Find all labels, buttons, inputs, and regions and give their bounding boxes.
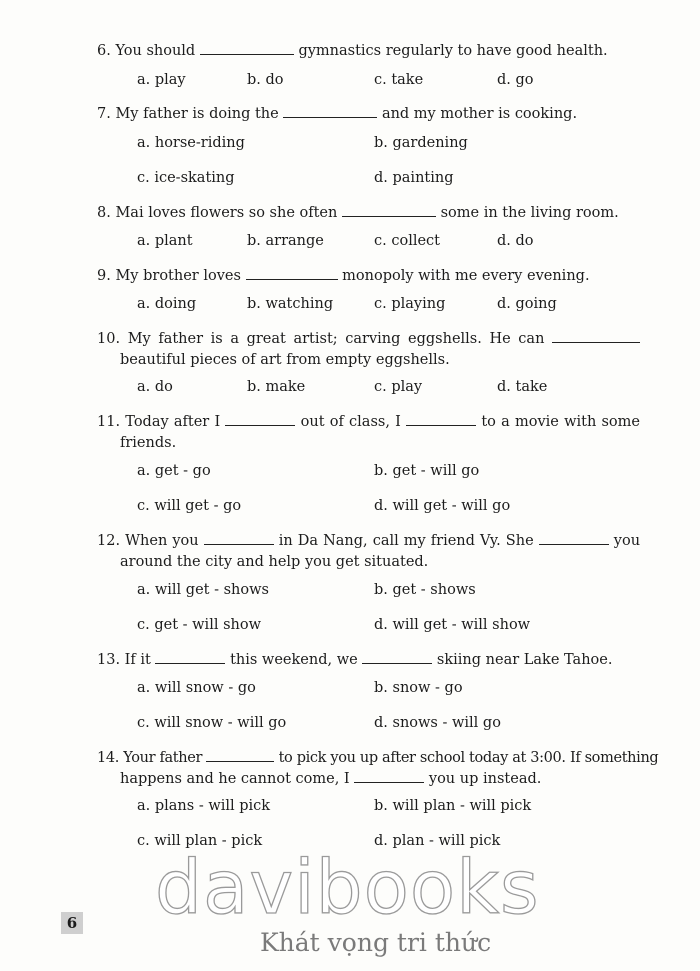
option-c[interactable]: c. take	[374, 72, 424, 88]
option-d[interactable]: d. go	[497, 72, 534, 88]
option-b[interactable]: b. get - shows	[374, 582, 476, 598]
option-d[interactable]: d. snows - will go	[374, 715, 501, 731]
option-b[interactable]: b. snow - go	[374, 680, 463, 696]
option-a[interactable]: a. play	[137, 72, 186, 88]
answer-blank-2[interactable]	[539, 532, 609, 545]
option-c[interactable]: c. will snow - will go	[137, 715, 287, 731]
option-a[interactable]: a. will snow - go	[137, 680, 256, 696]
question-11-cont: friends.	[120, 435, 177, 451]
option-d[interactable]: d. will get - will show	[374, 617, 531, 633]
answer-blank-2[interactable]	[406, 413, 476, 426]
option-b[interactable]: b. arrange	[247, 233, 324, 249]
option-d[interactable]: d. plan - will pick	[374, 833, 501, 849]
question-12-cont: around the city and help you get situated.	[120, 554, 429, 570]
question-11: 11. Today after I out of class, I to a movie with some	[97, 414, 640, 430]
answer-blank[interactable]	[200, 42, 294, 55]
option-d[interactable]: d. take	[497, 379, 548, 395]
answer-blank-1[interactable]	[155, 651, 225, 664]
option-a[interactable]: a. plans - will pick	[137, 798, 271, 814]
option-d[interactable]: d. painting	[374, 170, 454, 186]
question-14-cont: happens and he cannot come, I you up instead.	[120, 771, 542, 787]
option-c[interactable]: c. play	[374, 379, 423, 395]
answer-blank[interactable]	[246, 267, 338, 280]
question-9: 9. My brother loves monopoly with me every evening.	[97, 268, 590, 284]
option-c[interactable]: c. collect	[374, 233, 440, 249]
option-b[interactable]: b. do	[247, 72, 284, 88]
question-6: 6. You should gymnastics regularly to have good health.	[97, 43, 608, 59]
option-a[interactable]: a. horse-riding	[137, 135, 245, 151]
page-number: 6	[61, 912, 83, 934]
watermark-logo: davibooks	[155, 845, 540, 931]
option-d[interactable]: d. going	[497, 296, 557, 312]
question-10: 10. My father is a great artist; carving eggshells. He can	[97, 330, 640, 348]
option-a[interactable]: a. do	[137, 379, 173, 395]
question-8: 8. Mai loves flowers so she often some in the living room.	[97, 205, 619, 221]
answer-blank[interactable]	[283, 105, 377, 118]
question-7: 7. My father is doing the and my mother is cooking.	[97, 106, 578, 122]
watermark-slogan: Khát vọng tri thức	[260, 928, 492, 957]
answer-blank-1[interactable]	[206, 749, 274, 762]
option-b[interactable]: b. gardening	[374, 135, 468, 151]
option-b[interactable]: b. make	[247, 379, 306, 395]
option-c[interactable]: c. get - will show	[137, 617, 262, 633]
option-a[interactable]: a. get - go	[137, 463, 211, 479]
question-10-cont: beautiful pieces of art from empty eggshells.	[120, 352, 450, 368]
answer-blank-2[interactable]	[354, 770, 424, 783]
option-a[interactable]: a. doing	[137, 296, 197, 312]
option-b[interactable]: b. watching	[247, 296, 334, 312]
answer-blank-1[interactable]	[204, 532, 274, 545]
option-d[interactable]: d. do	[497, 233, 534, 249]
option-c[interactable]: c. playing	[374, 296, 446, 312]
option-a[interactable]: a. will get - shows	[137, 582, 269, 598]
option-d[interactable]: d. will get - will go	[374, 498, 511, 514]
question-13: 13. If it this weekend, we skiing near Lake Tahoe.	[97, 652, 613, 668]
answer-blank[interactable]	[552, 330, 640, 343]
option-c[interactable]: c. ice-skating	[137, 170, 235, 186]
option-b[interactable]: b. get - will go	[374, 463, 480, 479]
question-14: 14. Your father to pick you up after school today at 3:00. If something	[97, 750, 659, 766]
option-c[interactable]: c. will get - go	[137, 498, 242, 514]
answer-blank-2[interactable]	[362, 651, 432, 664]
answer-blank[interactable]	[342, 204, 436, 217]
option-c[interactable]: c. will plan - pick	[137, 833, 263, 849]
option-b[interactable]: b. will plan - will pick	[374, 798, 532, 814]
question-12: 12. When you in Da Nang, call my friend Vy. She you	[97, 533, 641, 549]
answer-blank-1[interactable]	[225, 413, 295, 426]
option-a[interactable]: a. plant	[137, 233, 193, 249]
